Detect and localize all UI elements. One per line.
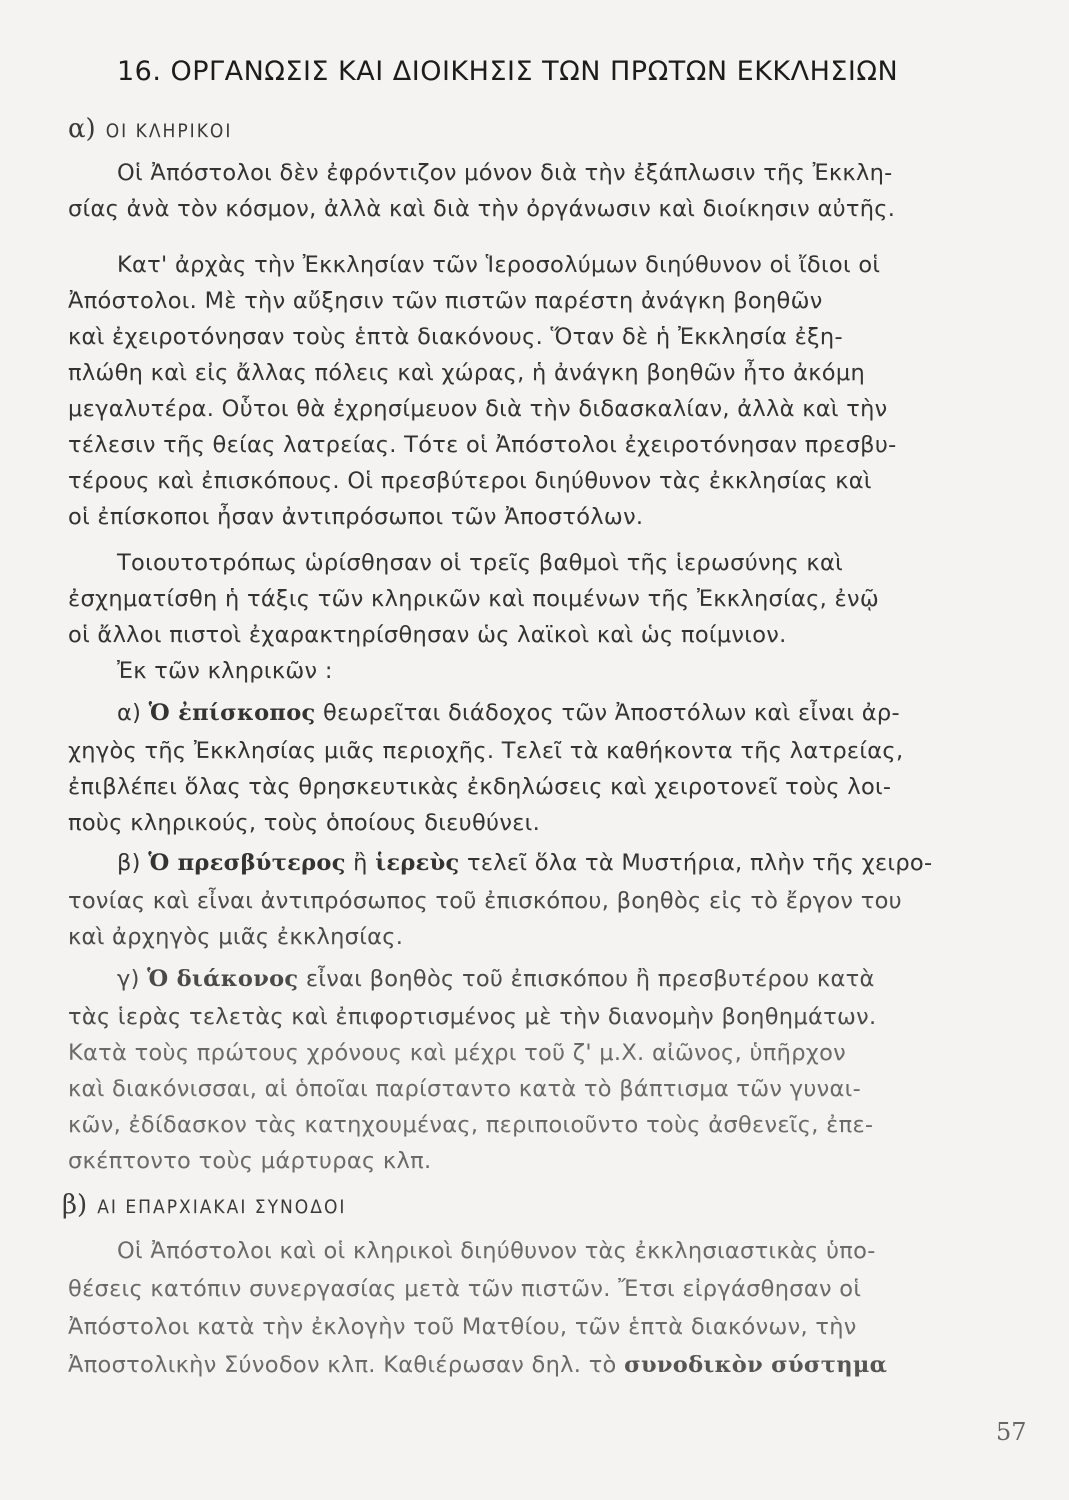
item-c-mark: γ) <box>117 966 140 992</box>
paragraph-line: Κατ' ἀρχὰς τὴν Ἐκκλησίαν τῶν Ἱεροσολύμων διηύθυνον οἱ ἴδιοι οἱ <box>117 252 881 278</box>
paragraph-line: καὶ διακόνισσαι, αἱ ὁποῖαι παρίσταντο κατὰ τὸ βάπτισμα τῶν γυναι- <box>68 1076 861 1102</box>
page-number: 57 <box>996 1418 1027 1446</box>
section-a-mark: α) <box>68 114 96 144</box>
paragraph-line: ἐπιβλέπει ὅλας τὰς θρησκευτικὰς ἐκδηλώσεις καὶ χειροτονεῖ τοὺς λοι- <box>68 774 892 800</box>
section-heading-a <box>68 114 232 144</box>
paragraph-line: Οἱ Ἀπόστολοι δὲν ἐφρόντιζον μόνον διὰ τὴν ἐξάπλωσιν τῆς Ἐκκλη- <box>117 160 893 186</box>
paragraph-line: ἐσχηματίσθη ἡ τάξις τῶν κληρικῶν καὶ ποιμένων τῆς Ἐκκλησίας, ἐνῷ <box>68 586 880 612</box>
paragraph-line: σκέπτοντο τοὺς μάρτυρας κλπ. <box>68 1148 432 1174</box>
section-a-heading: ΟΙ ΚΛΗΡΙΚΟΙ <box>105 120 233 142</box>
paragraph-line: πλώθη καὶ εἰς ἄλλας πόλεις καὶ χώρας, ἡ ἀνάγκη βοηθῶν ἦτο ἀκόμη <box>68 360 866 386</box>
last-line-text: Ἀποστολικὴν Σύνοδον κλπ. Καθιέρωσαν δηλ. τὸ <box>68 1352 617 1378</box>
item-c-first-line <box>117 966 875 992</box>
last-line <box>68 1352 887 1378</box>
paragraph-line: Ἀπόστολοι κατὰ τὴν ἐκλογὴν τοῦ Ματθίου, τῶν ἑπτὰ διακόνων, τὴν <box>68 1314 857 1340</box>
paragraph-line: τονίας καὶ εἶναι ἀντιπρόσωπος τοῦ ἐπισκόπου, βοηθὸς εἰς τὸ ἔργον του <box>68 888 902 914</box>
paragraph-line: Ἀπόστολοι. Μὲ τὴν αὔξησιν τῶν πιστῶν παρέστη ἀνάγκη βοηθῶν <box>68 288 823 314</box>
section-b-heading: ΑΙ ΕΠΑΡΧΙΑΚΑΙ ΣΥΝΟΔΟΙ <box>97 1196 347 1218</box>
paragraph-line: θέσεις κατόπιν συνεργασίας μετὰ τῶν πιστῶν. Ἔτσι εἰργάσθησαν οἱ <box>68 1276 862 1302</box>
item-a-mark: α) <box>117 700 142 726</box>
last-line-bold: συνοδικὸν σύστημα <box>624 1352 888 1378</box>
item-a-text: θεωρεῖται διάδοχος τῶν Ἀποστόλων καὶ εἶναι ἀρ- <box>322 700 900 726</box>
paragraph-line: Τοιουτοτρόπως ὡρίσθησαν οἱ τρεῖς βαθμοὶ τῆς ἱερωσύνης καὶ <box>117 550 844 576</box>
paragraph-line: τέρους καὶ ἐπισκόπους. Οἱ πρεσβύτεροι διηύθυνον τὰς ἐκκλησίας καὶ <box>68 468 872 494</box>
paragraph-line: τὰς ἱερὰς τελετὰς καὶ ἐπιφορτισμένος μὲ τὴν διανομὴν βοηθημάτων. <box>68 1004 877 1030</box>
item-b-term2: ἱερεὺς <box>375 850 460 876</box>
section-b-mark: β) <box>62 1190 88 1220</box>
paragraph-line: καὶ ἀρχηγὸς μιᾶς ἐκκλησίας. <box>68 924 404 950</box>
paragraph-line: Κατὰ τοὺς πρώτους χρόνους καὶ μέχρι τοῦ ζ' μ.Χ. αἰῶνος, ὑπῆρχον <box>68 1040 847 1066</box>
paragraph-line: χηγὸς τῆς Ἐκκλησίας μιᾶς περιοχῆς. Τελεῖ τὰ καθήκοντα τῆς λατρείας, <box>68 738 904 764</box>
chapter-title: 16. ΟΡΓΑΝΩΣΙΣ ΚΑΙ ΔΙΟΙΚΗΣΙΣ ΤΩΝ ΠΡΩΤΩΝ ΕΚΚΛΗΣΙΩΝ <box>117 56 899 87</box>
item-c-text: εἶναι βοηθὸς τοῦ ἐπισκόπου ἢ πρεσβυτέρου κατὰ <box>305 966 875 992</box>
item-b-text: τελεῖ ὅλα τὰ Μυστήρια, πλὴν τῆς χειρο- <box>466 850 933 876</box>
paragraph-line: σίας ἀνὰ τὸν κόσμον, ἀλλὰ καὶ διὰ τὴν ὀργάνωσιν καὶ διοίκησιν αὐτῆς. <box>68 196 896 222</box>
item-b-conjunction: ἢ <box>353 850 368 876</box>
paragraph-line: Ἐκ τῶν κληρικῶν : <box>117 658 333 684</box>
item-c-term: Ὁ διάκονος <box>147 966 299 992</box>
paragraph-line: οἱ ἐπίσκοποι ἦσαν ἀντιπρόσωποι τῶν Ἀποστόλων. <box>68 504 644 530</box>
paragraph-line: οἱ ἄλλοι πιστοὶ ἐχαρακτηρίσθησαν ὡς λαϊκοὶ καὶ ὡς ποίμνιον. <box>68 622 787 648</box>
item-a-term: Ὁ ἐπίσκοπος <box>148 700 316 726</box>
paragraph-line: τέλεσιν τῆς θείας λατρείας. Τότε οἱ Ἀπόστολοι ἐχειροτόνησαν πρεσβυ- <box>68 432 897 458</box>
paragraph-line: κῶν, ἐδίδασκον τὰς κατηχουμένας, περιποιοῦντο τοὺς ἀσθενεῖς, ἐπε- <box>68 1112 874 1138</box>
item-b-first-line <box>117 850 932 876</box>
paragraph-line: ποὺς κληρικούς, τοὺς ὁποίους διευθύνει. <box>68 810 541 836</box>
item-a-first-line <box>117 700 900 726</box>
item-b-term: Ὁ πρεσβύτερος <box>148 850 346 876</box>
paragraph-line: καὶ ἐχειροτόνησαν τοὺς ἑπτὰ διακόνους. Ὅταν δὲ ἡ Ἐκκλησία ἐξη- <box>68 324 843 350</box>
item-b-mark: β) <box>117 850 141 876</box>
section-heading-b <box>62 1190 346 1220</box>
paragraph-line: μεγαλυτέρα. Οὗτοι θὰ ἐχρησίμευον διὰ τὴν διδασκαλίαν, ἀλλὰ καὶ τὴν <box>68 396 888 422</box>
paragraph-line: Οἱ Ἀπόστολοι καὶ οἱ κληρικοὶ διηύθυνον τὰς ἐκκλησιαστικὰς ὑπο- <box>117 1238 876 1264</box>
